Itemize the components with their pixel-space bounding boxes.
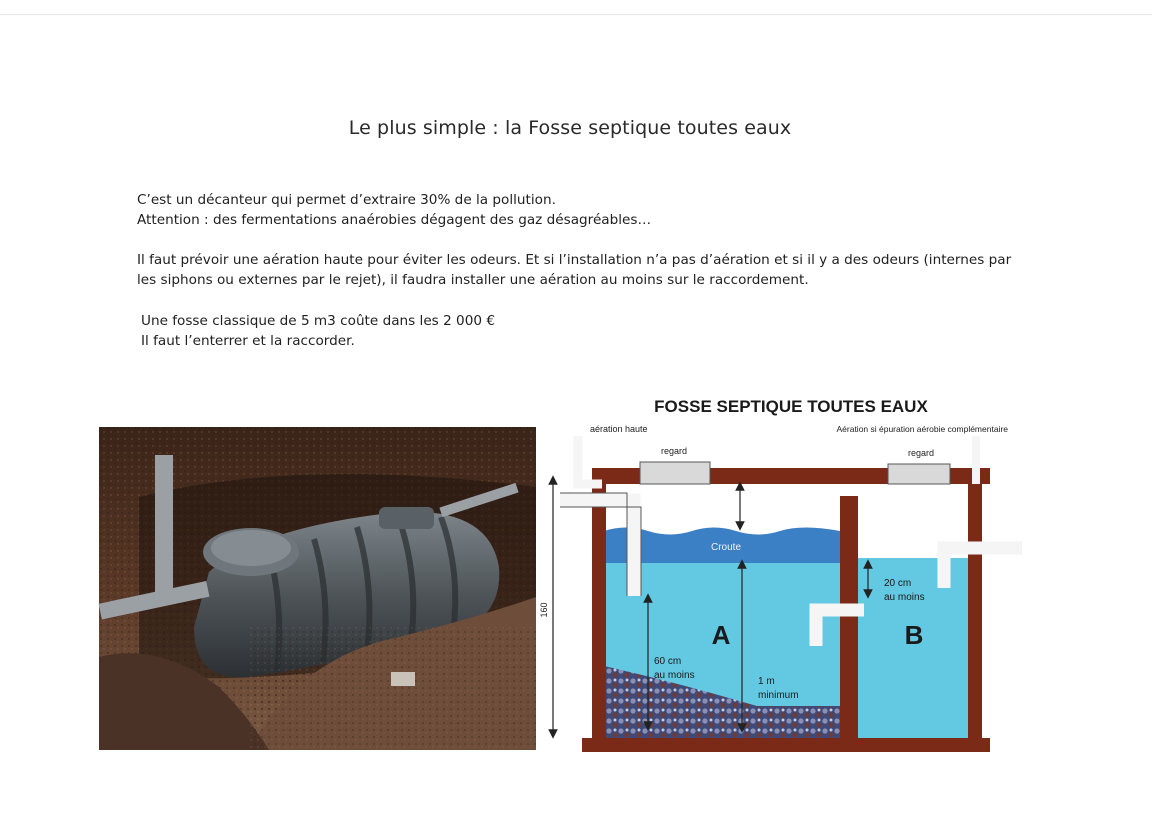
paragraph-line: C’est un décanteur qui permet d’extraire 30% de la pollution. (137, 192, 556, 208)
stone (391, 672, 415, 686)
croute-label: Croute (710, 542, 742, 553)
septic-diagram (539, 388, 1038, 758)
regard-right-label: regard (907, 448, 935, 458)
regard-left-label: regard (660, 446, 688, 456)
dim-1m-sub-label: minimum (758, 690, 799, 701)
tank-wall-right (968, 484, 982, 740)
paragraph-line: Une fosse classique de 5 m3 coûte dans les 2 000 € (141, 313, 495, 329)
paragraph-aeration (137, 250, 1011, 290)
tank-partition (840, 496, 858, 740)
paragraph-line: Il faut prévoir une aération haute pour éviter les odeurs. Et si l’installation n’a pas d’aération et si il y a des odeurs (internes par (137, 252, 1012, 268)
diagram-title: FOSSE SEPTIQUE TOUTES EAUX (654, 397, 928, 416)
height-160-label: 160 (539, 602, 549, 618)
tank-wall-left (592, 484, 606, 740)
regard-right (888, 464, 950, 484)
scan-edge-line (0, 14, 1152, 15)
paragraph-cost (141, 311, 495, 351)
tank-floor (582, 738, 990, 752)
aeration-haute-label: aération haute (590, 424, 648, 434)
aeration-aerobie-label: Aération si épuration aérobie complémentaire (836, 424, 1008, 434)
compartment-b-label: B (904, 620, 924, 650)
spoil-texture (249, 627, 536, 750)
dim-60cm-sub-label: au moins (654, 670, 695, 681)
regard-left (640, 462, 710, 484)
compartment-a-label: A (711, 620, 731, 650)
paragraph-line: Il faut l’enterrer et la raccorder. (141, 333, 355, 349)
page-title: Le plus simple : la Fosse septique toutes eaux (348, 117, 792, 139)
dim-20cm-sub-label: au moins (884, 592, 925, 603)
dim-60cm-label: 60 cm (654, 656, 682, 667)
dim-20cm-label: 20 cm (884, 578, 912, 589)
septic-tank-photo (99, 427, 536, 750)
paragraph-decanteur (137, 190, 651, 230)
dim-1m-label: 1 m (758, 676, 775, 687)
paragraph-line: Attention : des fermentations anaérobies dégagent des gaz désagréables… (137, 212, 652, 228)
paragraph-line: les siphons ou externes par le rejet), il faudra installer une aération au moins sur le raccordement. (137, 272, 809, 288)
